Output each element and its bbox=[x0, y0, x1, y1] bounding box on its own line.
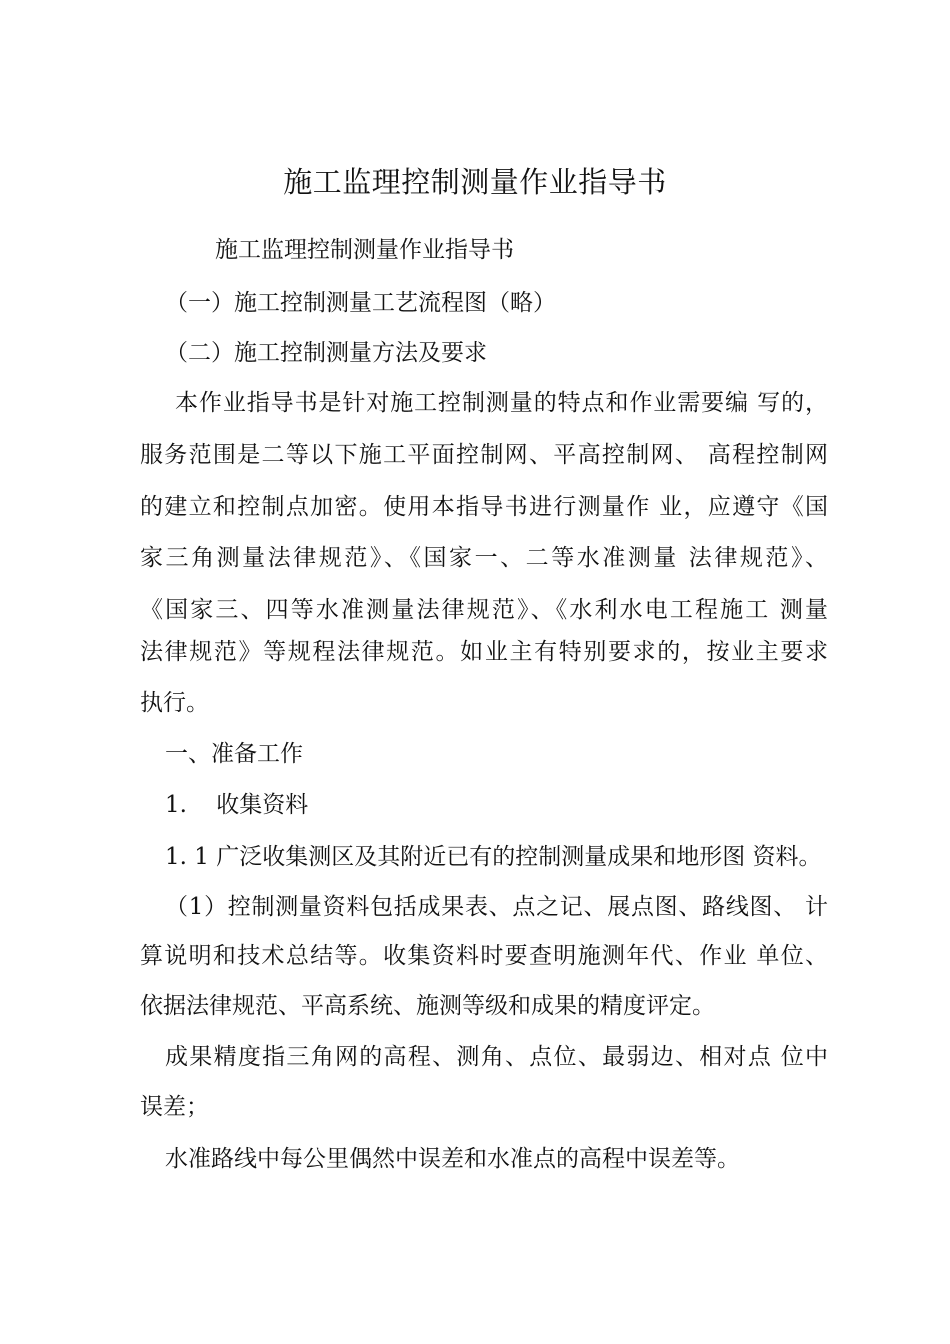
paragraph-line: 算说明和技术总结等。收集资料时要查明施测年代、作业 单位、 bbox=[140, 943, 828, 969]
level-route-paragraph: 水准路线中每公里偶然中误差和水准点的高程中误差等。 bbox=[165, 1146, 740, 1172]
paragraph-line: 服务范围是二等以下施工平面控制网、平高控制网、 高程控制网 bbox=[140, 442, 828, 468]
paragraph-line: 的建立和控制点加密。使用本指导书进行测量作 业，应遵守《国 bbox=[140, 494, 828, 520]
paragraph-line: 成果精度指三角网的高程、测角、点位、最弱边、相对点 位中 bbox=[165, 1044, 828, 1070]
document-subtitle: 施工监理控制测量作业指导书 bbox=[215, 237, 514, 263]
heading-preparation: 一、准备工作 bbox=[165, 741, 303, 767]
paragraph-line: 依据法律规范、平高系统、施测等级和成果的精度评定。 bbox=[140, 993, 715, 1019]
paragraph-line: 家三角测量法律规范》、《国家一、二等水准测量 法律规范》、 bbox=[140, 545, 828, 571]
paragraph-line: 法律规范》等规程法律规范。如业主有特别要求的，按业主要求 bbox=[140, 639, 828, 665]
paragraph-line: 误差； bbox=[140, 1094, 209, 1120]
paragraph-line: 《国家三、四等水准测量法律规范》、《水利水电工程施工 测量 bbox=[140, 597, 828, 623]
section-heading-2: （二）施工控制测量方法及要求 bbox=[165, 340, 487, 366]
document-title: 施工监理控制测量作业指导书 bbox=[283, 165, 667, 199]
paragraph-line: 执行。 bbox=[140, 690, 209, 716]
item-1-1: 1. 1 广泛收集测区及其附近已有的控制测量成果和地形图 资料。 bbox=[165, 844, 822, 870]
paragraph-line: （1）控制测量资料包括成果表、点之记、展点图、路线图、 计 bbox=[165, 894, 828, 920]
section-heading-1: （一）施工控制测量工艺流程图（略） bbox=[165, 290, 556, 316]
item-collect-data: 1. 收集资料 bbox=[165, 792, 309, 818]
paragraph-line: 本作业指导书是针对施工控制测量的特点和作业需要编 写的， bbox=[175, 390, 828, 416]
